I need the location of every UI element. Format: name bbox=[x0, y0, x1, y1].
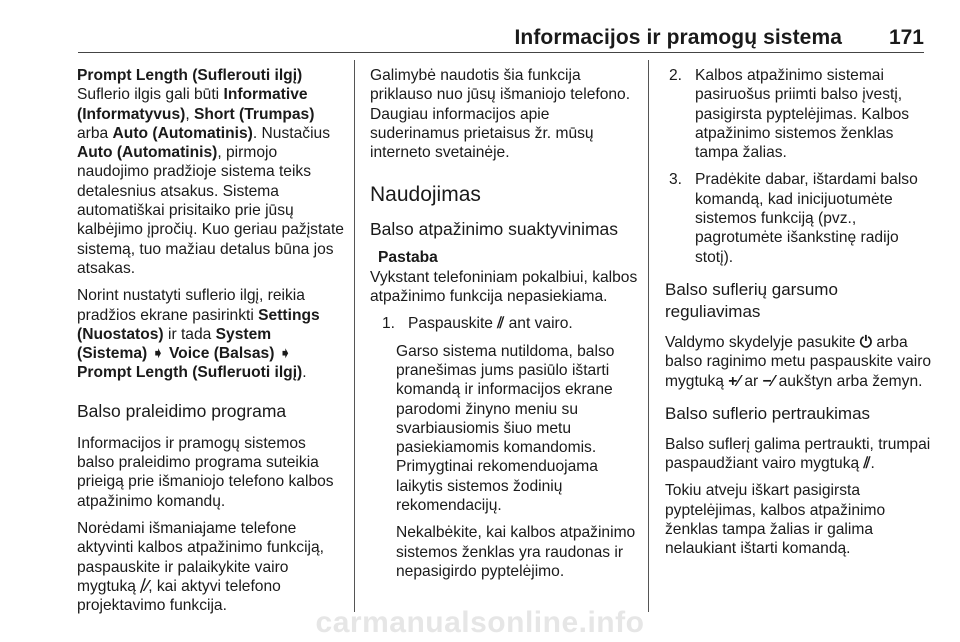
text-run: Balso suflerį galima pertraukti, trumpai paspaudžiant vairo mygtuką bbox=[665, 435, 931, 473]
arrow-icon: ➧ bbox=[274, 345, 292, 363]
prompt-length-heading: Prompt Length (Suflerouti ilgį) bbox=[77, 67, 303, 84]
menu-prompt-length: Prompt Length (Sufleruoti ilgį) bbox=[77, 364, 303, 382]
prompt-volume-heading: Balso suflerių garsumo reguliavimas bbox=[665, 279, 838, 321]
menu-settings: Settings (Nuostatos) bbox=[77, 306, 320, 343]
note-title: Pastaba bbox=[378, 249, 438, 267]
note-text: Vykstant telefoniniam pokalbiui, kalbos atpažinimo funkcija nepasiekiama. bbox=[370, 268, 638, 306]
volume-down-icon: −⁄ bbox=[762, 372, 775, 390]
voice-pass-through-activation-paragraph bbox=[77, 519, 345, 615]
note-box bbox=[370, 248, 640, 306]
option-short: Short (Trumpas) bbox=[193, 105, 315, 123]
prompt-interrupt-heading: Balso suflerio pertraukimas bbox=[665, 403, 871, 423]
menu-voice: Voice (Balsas) bbox=[168, 345, 275, 363]
page-number: 171 bbox=[888, 26, 924, 49]
step-warning-paragraph: Nekalbėkite, kai kalbos atpažinimo sistemos ženklas yra raudonas ir nepasigirdo pyptelėjimo. bbox=[396, 524, 636, 580]
text-run: ar bbox=[740, 372, 763, 390]
text-run: arba bbox=[77, 124, 113, 142]
usage-heading: Naudojimas bbox=[370, 183, 481, 207]
text-run: . Nustačius bbox=[252, 124, 331, 142]
text-run: ir tada bbox=[163, 325, 216, 343]
text-run: , bbox=[185, 105, 194, 123]
voice-button-icon: ⫽ bbox=[497, 315, 505, 333]
step-detail-paragraph: Garso sistema nutildoma, balso pranešimas jums pasiūlo ištarti komandą ir informacijos ekrane parodomi žinyno meniu su svarbiausiomis šiuo metu pasiekiamomis komandomis. Primygtinai rekomenduojama laikytis sistemos žodinių rekomendacijų. bbox=[396, 342, 615, 515]
volume-up-icon: +⁄ bbox=[728, 372, 740, 390]
text-run: Norint nustatyti suflerio ilgį, reikia pradžios ekrane pasirinkti bbox=[77, 287, 305, 324]
text-run: Paspauskite bbox=[408, 315, 498, 333]
text-run: Norėdami išmaniajame telefone aktyvinti kalbos atpažinimo funkciją, paspauskite ir palaikykite vairo mygtuką bbox=[77, 519, 325, 595]
text-run: aukštyn arba žemyn. bbox=[774, 372, 923, 390]
list-item bbox=[370, 314, 640, 333]
step-number: 1. bbox=[382, 315, 396, 333]
text-run: , pirmojo naudojimo pradžioje sistema teiks detalesnius atsakus. Sistema automatiškai prisitaiko prie jūsų kalbėjimo įpročių. Kuo geriau pažįstate sistemą, tuo mažiau detalus būna jos atsakas. bbox=[77, 144, 344, 277]
activation-heading: Balso atpažinimo suaktyvinimas bbox=[370, 219, 619, 240]
voice-button-icon: ⧸⁄ bbox=[140, 577, 149, 595]
page-header bbox=[0, 0, 960, 58]
step-text: Kalbos atpažinimo sistemai pasiruošus priimti balso įvestį, pasigirsta pyptelėjimas. Kalbos atpažinimo sistemos ženklas tampa žalias. bbox=[695, 67, 910, 162]
voice-pass-through-paragraph: Informacijos ir pramogų sistemos balso praleidimo programa suteikia prieigą prie išmaniojo telefono kalbos atpažinimo komandų. bbox=[77, 434, 334, 510]
text-run: , kai aktyvi telefono projektavimo funkcija. bbox=[77, 577, 281, 615]
header-divider bbox=[78, 52, 924, 53]
option-auto: Auto (Automatinis) bbox=[77, 144, 218, 162]
power-knob-icon: ⏻ bbox=[859, 333, 873, 351]
prompt-interrupt-detail: Tokiu atveju iškart pasigirsta pyptelėjimas, kalbos atpažinimo ženklas tampa žalias ir galima nelaukiant ištarti komandą. bbox=[665, 482, 886, 558]
text-run: Suflerio ilgis gali būti bbox=[77, 86, 224, 104]
text-run: . bbox=[302, 364, 307, 382]
prompt-interrupt-paragraph bbox=[665, 435, 935, 474]
prompt-volume-paragraph bbox=[665, 333, 935, 391]
text-run: Valdymo skydelyje pasukite bbox=[665, 333, 860, 351]
step-number: 3. bbox=[669, 171, 683, 189]
option-informative: Informative (Informatyvus) bbox=[77, 86, 308, 123]
column-divider-2 bbox=[648, 60, 649, 612]
text-run: ant vairo. bbox=[504, 315, 573, 333]
step-text: Pradėkite dabar, ištardami balso komandą, kad inicijuotumėte sistemos funkciją (pvz., pagrotumėte išankstinę radijo stotį). bbox=[695, 171, 918, 266]
menu-system: System (Sistema) bbox=[77, 325, 272, 363]
compatibility-paragraph: Galimybė naudotis šia funkcija priklauso nuo jūsų išmaniojo telefono. Daugiau informacijos apie suderinamus prietaisus žr. mūsų interneto svetainėje. bbox=[370, 67, 631, 162]
prompt-length-paragraph bbox=[77, 85, 345, 278]
step-text bbox=[408, 314, 640, 333]
list-item bbox=[665, 170, 935, 266]
voice-button-icon: ⫽ bbox=[863, 455, 871, 473]
list-item bbox=[665, 66, 935, 162]
step-number: 2. bbox=[669, 67, 683, 84]
voice-pass-through-heading: Balso praleidimo programa bbox=[77, 400, 287, 421]
prompt-length-path-paragraph bbox=[77, 286, 345, 382]
arrow-icon: ➧ bbox=[147, 345, 169, 363]
column-divider-1 bbox=[354, 60, 355, 612]
watermark: carmanualsonline.info bbox=[315, 606, 645, 639]
column-1 bbox=[77, 66, 345, 623]
text-run: . bbox=[870, 455, 875, 473]
section-title: Informacijos ir pramogų sistema bbox=[514, 26, 842, 49]
column-3 bbox=[665, 66, 935, 567]
option-auto: Auto (Automatinis) bbox=[112, 124, 253, 142]
column-2 bbox=[370, 66, 640, 589]
text-run: arba balso raginimo metu paspauskite vairo mygtuką bbox=[665, 333, 932, 390]
